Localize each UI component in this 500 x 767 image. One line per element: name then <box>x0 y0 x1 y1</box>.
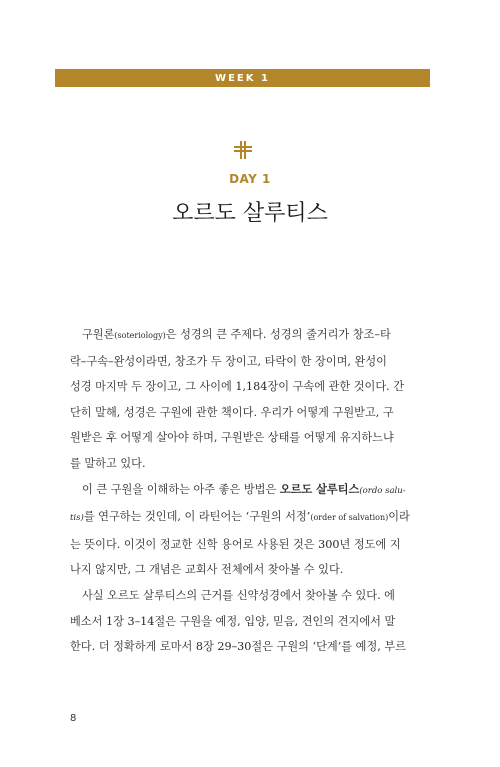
body-line: 락–구속–완성이라면, 창조가 두 장이고, 타락이 한 장이며, 완성이 <box>70 354 387 368</box>
day-label: DAY 1 <box>229 172 271 186</box>
body-line: tis)를 연구하는 것인데, 이 라틴어는 ‘구원의 서정’(order of salvation)이라 <box>70 510 410 524</box>
body-text <box>70 322 430 660</box>
body-line: 사실 오르도 살루티스의 근거를 신약성경에서 찾아볼 수 있다. 에 <box>82 588 395 602</box>
body-line: 를 말하고 있다. <box>70 456 146 470</box>
body-line: 베소서 1장 3–14절은 구원을 예정, 입양, 믿음, 견인의 견지에서 말 <box>70 614 396 628</box>
body-line: 나지 않지만, 그 개념은 교회사 전체에서 찾아볼 수 있다. <box>70 563 344 577</box>
body-line: 이 큰 구원을 이해하는 아주 좋은 방법은 오르도 살루티스(ordo salu- <box>82 481 406 496</box>
body-line: 한다. 더 정확하게 로마서 8장 29–30절은 구원의 ‘단계’를 예정, 부르 <box>70 640 406 654</box>
week-header-bar <box>55 69 430 87</box>
body-line: 원받은 후 어떻게 살아야 하며, 구원받은 상태를 어떻게 유지하느냐 <box>70 431 394 445</box>
body-line: 구원론(soteriology)은 성경의 큰 주제다. 성경의 줄거리가 창조–타 <box>82 328 391 341</box>
body-line: 는 뜻이다. 이것이 정교한 신학 용어로 사용된 것은 300년 정도에 지 <box>70 537 401 551</box>
body-line: 단히 말해, 성경은 구원에 관한 책이다. 우리가 어떻게 구원받고, 구 <box>70 405 394 419</box>
cross-icon <box>234 141 252 159</box>
emphasis-term: 오르도 살루티스 <box>279 481 360 496</box>
body-line: 성경 마지막 두 장이고, 그 사이에 1,184장이 구속에 관한 것이다. 간 <box>70 380 405 394</box>
page-number: 8 <box>70 713 77 724</box>
week-label: WEEK 1 <box>215 72 270 84</box>
page-title: 오르도 살루티스 <box>172 201 328 226</box>
